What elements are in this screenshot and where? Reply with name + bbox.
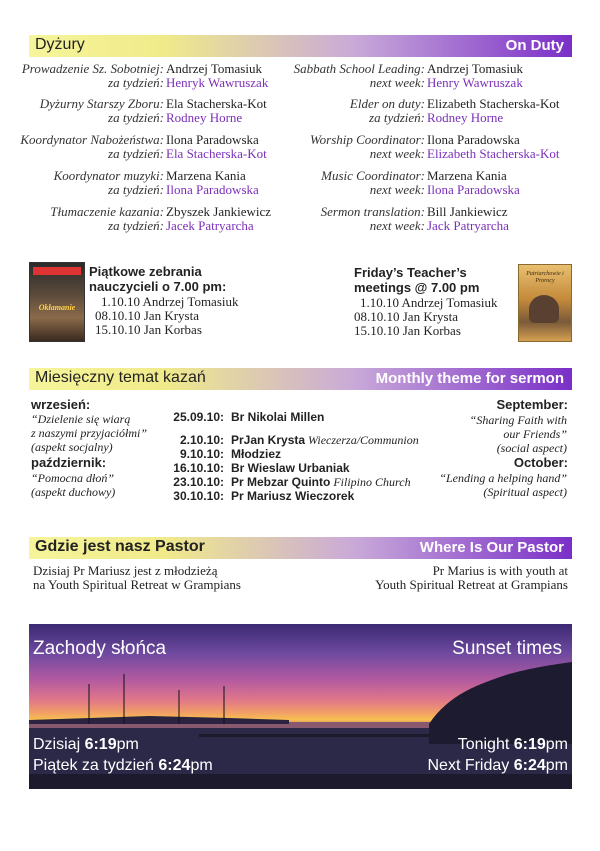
sermon-date-6: 30.10.10:	[173, 489, 224, 503]
duty-right-next-3: Elizabeth Stacherska-Kot	[427, 146, 560, 161]
duty-title-en: On Duty	[505, 37, 564, 54]
sunset-pl-today-suffix: pm	[116, 736, 139, 753]
sermon-en-month-1: September:	[496, 397, 568, 412]
teachers-pl-title-1: Piątkowe zebrania	[89, 264, 202, 279]
sermon-header-band	[29, 368, 572, 390]
duty-left-next-1: Henryk Wawruszak	[166, 75, 269, 90]
duty-left-next-3: Ela Stacherska-Kot	[166, 146, 267, 161]
sermon-en-theme-2: “Lending a helping hand”	[439, 471, 567, 485]
teachers-en-title-1: Friday’s Teacher’s	[354, 265, 467, 280]
sunset-en-next	[427, 757, 568, 775]
sermon-en-month-2: October:	[513, 455, 568, 470]
teachers-pl-item-2: 08.10.10 Jan Krysta	[95, 308, 199, 323]
duty-right-nextlabel-2: za tydzień:	[369, 110, 425, 125]
book-cover-left-band	[33, 267, 81, 275]
sunset-pl-today-label: Dzisiaj	[33, 736, 85, 753]
sermon-date-4: 16.10.10:	[173, 461, 224, 475]
sunset-en-today	[458, 736, 568, 754]
duty-left-nextlabel-3: za tydzień:	[108, 146, 164, 161]
sunset-en-next-suffix: pm	[545, 757, 568, 774]
duty-right-next-2: Rodney Horne	[427, 110, 504, 125]
sunset-panel	[29, 624, 572, 789]
duty-left-label-3: Koordynator Nabożeństwa:	[20, 132, 164, 147]
sermon-en-theme-1-line-2: our Friends”	[503, 427, 567, 441]
duty-right-name-2: Elizabeth Stacherska-Kot	[427, 96, 560, 111]
sermon-pl-aspect-1: (aspekt socjalny)	[31, 440, 113, 454]
duty-left-label-4: Koordynator muzyki:	[53, 168, 164, 183]
sermon-title-en: Monthly theme for sermon	[375, 370, 564, 387]
pastor-title-pl: Gdzie jest nasz Pastor	[35, 538, 205, 555]
duty-header-band	[29, 35, 572, 57]
duty-right-label-1: Sabbath School Leading:	[293, 61, 425, 76]
sunset-en-today-label: Tonight	[457, 736, 514, 753]
sunset-pl-next-time: 6:24	[158, 757, 191, 774]
duty-left-name-1: Andrzej Tomasiuk	[166, 61, 262, 76]
duty-left-name-5: Zbyszek Jankiewicz	[166, 204, 272, 219]
sunset-headland	[429, 662, 572, 744]
sermon-en-aspect-2: (Spiritual aspect)	[483, 485, 567, 499]
sermon-pl-aspect-2: (aspekt duchowy)	[31, 485, 116, 499]
duty-left-name-3: Ilona Paradowska	[166, 132, 259, 147]
teachers-en-title-2: meetings @ 7.00 pm	[354, 280, 480, 295]
sermon-en-theme-1-line-1: “Sharing Faith with	[469, 413, 567, 427]
sermon-date-5: 23.10.10:	[173, 475, 224, 489]
sermon-speaker-2: PrJan Krysta	[231, 433, 306, 447]
duty-left-name-4: Marzena Kania	[166, 168, 246, 183]
sermon-speaker-5: Pr Mebzar Quinto	[231, 475, 331, 489]
sunset-title-en: Sunset times	[452, 638, 562, 659]
duty-right-name-4: Marzena Kania	[427, 168, 507, 183]
sunset-pl-next-suffix: pm	[190, 757, 213, 774]
sunset-en-today-suffix: pm	[545, 736, 568, 753]
duty-right-nextlabel-1: next week:	[369, 75, 425, 90]
teachers-pl-title-2: nauczycieli o 7.00 pm:	[89, 279, 227, 294]
pastor-en-line-1: Pr Marius is with youth at	[432, 563, 568, 578]
sermon-speaker-6: Pr Mariusz Wieczorek	[231, 489, 355, 503]
teachers-pl-item-1: 1.10.10 Andrzej Tomasiuk	[101, 294, 239, 309]
sermon-note-2: Wieczerza/Communion	[308, 433, 419, 447]
teachers-en-item-2: 08.10.10 Jan Krysta	[354, 309, 458, 324]
duty-right-next-5: Jack Patryarcha	[427, 218, 509, 233]
duty-left-nextlabel-5: za tydzień:	[108, 218, 164, 233]
duty-left-next-4: Ilona Paradowska	[166, 182, 259, 197]
sermon-pl-month-1: wrzesień:	[31, 397, 91, 412]
duty-right-label-5: Sermon translation:	[320, 204, 425, 219]
teachers-en-item-1: 1.10.10 Andrzej Tomasiuk	[360, 295, 498, 310]
duty-right-nextlabel-3: next week:	[369, 146, 425, 161]
sermon-pl-month-2: październik:	[31, 455, 107, 470]
duty-right-name-1: Andrzej Tomasiuk	[427, 61, 523, 76]
sunset-pl-today-time: 6:19	[84, 736, 117, 753]
duty-left-nextlabel-4: za tydzień:	[108, 182, 164, 197]
duty-right-name-5: Bill Jankiewicz	[427, 204, 508, 219]
sunset-jetty	[199, 734, 429, 737]
teachers-pl-list	[95, 295, 255, 337]
duty-left-label-1: Prowadzenie Sz. Sobotniej:	[21, 61, 164, 76]
sermon-speaker-1: Br Nikolai Millen	[231, 410, 325, 424]
sunset-pl-today	[33, 736, 139, 754]
duty-left-nextlabel-2: za tydzień:	[108, 110, 164, 125]
sermon-pl-theme-1-line-1: “Dzielenie się wiarą	[31, 412, 131, 426]
duty-right-name-3: Ilona Paradowska	[427, 132, 520, 147]
duty-left-label-5: Tłumaczenie kazania:	[50, 204, 164, 219]
duty-right-label-3: Worship Coordinator:	[310, 132, 425, 147]
book-cover-right-figure	[529, 295, 559, 323]
pastor-pl-line-1: Dzisiaj Pr Mariusz jest z młodzieżą	[33, 563, 218, 578]
book-cover-left-title: Okłamanie	[38, 303, 76, 312]
duty-right-nextlabel-4: next week:	[369, 182, 425, 197]
sunset-en-next-time: 6:24	[513, 757, 546, 774]
duty-title-pl: Dyżury	[35, 36, 85, 53]
sermon-note-5: Filipino Church	[333, 475, 411, 489]
duty-right-next-1: Henry Wawruszak	[427, 75, 523, 90]
teachers-pl-item-3: 15.10.10 Jan Korbas	[95, 322, 202, 337]
book-cover-left	[29, 262, 85, 342]
duty-left-name-2: Ela Stacherska-Kot	[166, 96, 267, 111]
sermon-pl-theme-2: “Pomocna dłoń”	[31, 471, 115, 485]
sermon-row-2	[231, 433, 419, 448]
duty-left-next-2: Rodney Horne	[166, 110, 243, 125]
pastor-title-en: Where Is Our Pastor	[419, 539, 564, 556]
pastor-pl-line-2: na Youth Spiritual Retreat w Grampians	[33, 577, 241, 592]
sunset-foreground-rocks	[29, 774, 572, 789]
duty-right-next-4: Ilona Paradowska	[427, 182, 520, 197]
duty-left-label-2: Dyżurny Starszy Zboru:	[39, 96, 164, 111]
sermon-speaker-4: Br Wieslaw Urbaniak	[231, 461, 350, 475]
sunset-en-next-label: Next Friday	[427, 757, 514, 774]
sunset-far-shore	[29, 716, 289, 724]
pastor-header-band	[29, 537, 572, 559]
duty-right-label-4: Music Coordinator:	[321, 168, 425, 183]
sunset-en-today-time: 6:19	[513, 736, 546, 753]
sunset-title-pl: Zachody słońca	[33, 638, 167, 659]
teachers-en-list	[354, 296, 514, 338]
sermon-pl-theme-1-line-2: z naszymi przyjaciółmi”	[31, 426, 148, 440]
sunset-pl-next	[33, 757, 213, 775]
sermon-title-pl: Miesięczny temat kazań	[35, 369, 206, 386]
book-cover-right-title: Patriarchowie i Prorocy	[526, 271, 564, 284]
duty-right-label-2: Elder on duty:	[349, 96, 425, 111]
sunset-pl-next-label: Piątek za tydzień	[33, 757, 159, 774]
duty-left-next-5: Jacek Patryarcha	[166, 218, 254, 233]
sermon-date-1: 25.09.10:	[173, 410, 224, 424]
pastor-en-line-2: Youth Spiritual Retreat at Grampians	[375, 577, 568, 592]
sermon-speaker-3: Młodziez	[231, 447, 281, 461]
book-cover-right	[518, 264, 572, 342]
teachers-en-item-3: 15.10.10 Jan Korbas	[354, 323, 461, 338]
duty-right-nextlabel-5: next week:	[369, 218, 425, 233]
sermon-en-aspect-1: (social aspect)	[496, 441, 567, 455]
sermon-date-3: 9.10.10:	[179, 447, 224, 461]
sermon-date-2: 2.10.10:	[179, 433, 224, 447]
duty-left-nextlabel-1: za tydzień:	[108, 75, 164, 90]
